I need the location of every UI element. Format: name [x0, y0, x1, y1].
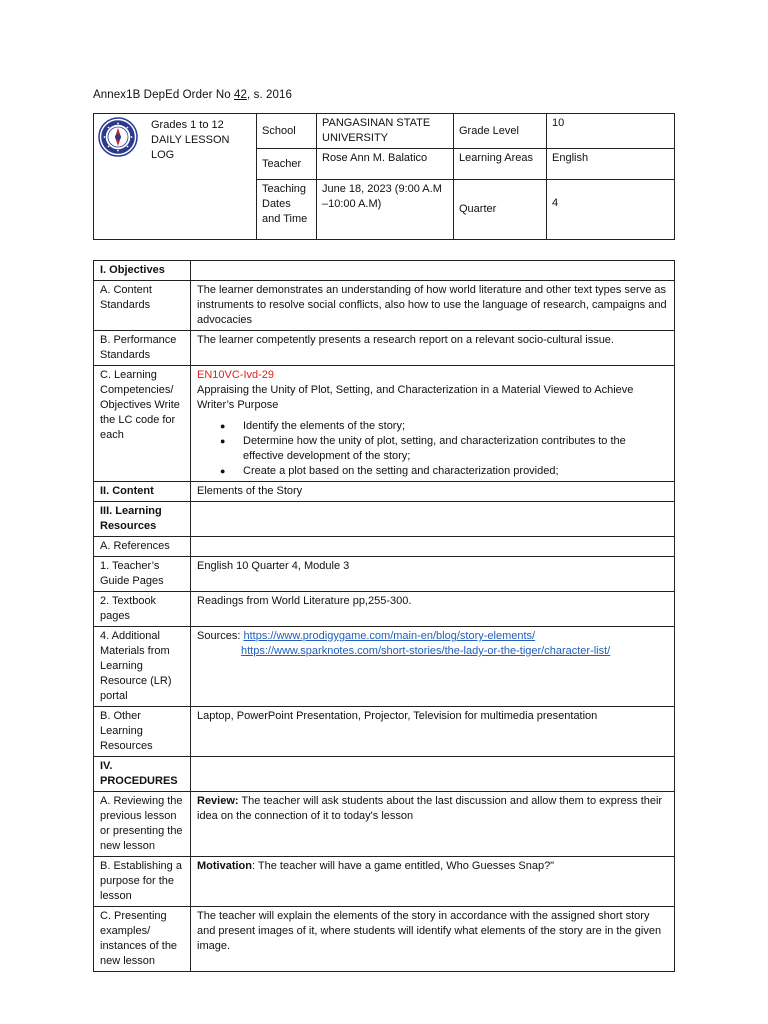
table-row — [94, 857, 675, 907]
learning-competencies-value — [191, 366, 675, 482]
objectives-list — [197, 419, 668, 479]
table-row — [94, 792, 675, 857]
teachers-guide-value: English 10 Quarter 4, Module 3 — [191, 557, 675, 592]
list-item: ● Determine how the unity of plot, setting, and characterization contributes to the effective development of the story; — [220, 435, 626, 462]
learning-areas-label: Learning Areas — [454, 149, 547, 180]
table-row — [94, 537, 675, 557]
procedures-heading: IV. PROCEDURES — [94, 757, 191, 792]
reviewing-lesson-value — [191, 792, 675, 857]
performance-standards-value: The learner competently presents a research report on a relevant socio-cultural issue. — [191, 331, 675, 366]
references-label: A. References — [94, 537, 191, 557]
table-row — [94, 592, 675, 627]
table-row — [94, 907, 675, 972]
other-resources-value: Laptop, PowerPoint Presentation, Projector, Television for multimedia presentation — [191, 707, 675, 757]
procedures-empty — [191, 757, 675, 792]
title-line-1: Grades 1 to 12 — [151, 119, 224, 131]
other-resources-label: B. Other Learning Resources — [94, 707, 191, 757]
annex-suffix: , s. 2016 — [247, 89, 293, 101]
learning-competencies-label: C. Learning Competencies/ Objectives Write the LC code for each — [94, 366, 191, 482]
annex-prefix: Annex1B DepEd Order No — [93, 89, 235, 101]
quarter-label: Quarter — [454, 180, 547, 240]
references-empty — [191, 537, 675, 557]
grade-level-value: 10 — [547, 114, 675, 149]
dll-title — [146, 114, 257, 240]
establishing-purpose-value — [191, 857, 675, 907]
content-standards-value: The learner demonstrates an understanding of how world literature and other text types serve as instruments to resolve social conflicts, also how to use the language of research, campaigns and advocacies — [191, 281, 675, 331]
table-row — [94, 482, 675, 502]
teaching-dates-value: June 18, 2023 (9:00 A.M –10:00 A.M) — [317, 180, 454, 240]
quarter-value: 4 — [547, 180, 675, 240]
table-row — [94, 707, 675, 757]
table-row — [94, 502, 675, 537]
bullet-icon: ● — [220, 421, 226, 431]
presenting-examples-value: The teacher will explain the elements of the story in accordance with the assigned short story and present images of it, where students will identify what elements of the story are in the given image. — [191, 907, 675, 972]
school-label: School — [257, 114, 317, 149]
header-table — [93, 113, 675, 240]
table-row — [94, 331, 675, 366]
teacher-value: Rose Ann M. Balatico — [317, 149, 454, 180]
textbook-pages-value: Readings from World Literature pp,255-300. — [191, 592, 675, 627]
competency-title: Appraising the Unity of Plot, Setting, and Characterization in a Material Viewed to Achieve Writer’s Purpose — [197, 384, 634, 411]
lesson-table — [93, 260, 675, 972]
sources-label: Sources: — [197, 630, 244, 642]
objectives-heading: I. Objectives — [94, 261, 191, 281]
presenting-examples-label: C. Presenting examples/ instances of the new lesson — [94, 907, 191, 972]
motivation-bold: Motivation — [197, 860, 252, 872]
school-value: PANGASINAN STATE UNIVERSITY — [317, 114, 454, 149]
content-standards-label: A. Content Standards — [94, 281, 191, 331]
lc-code: EN10VC-Ivd-29 — [197, 369, 275, 381]
content-heading: II. Content — [94, 482, 191, 502]
additional-materials-label: 4. Additional Materials from Learning Resource (LR) portal — [94, 627, 191, 707]
teachers-guide-label: 1. Teacher’s Guide Pages — [94, 557, 191, 592]
learning-areas-value: English — [547, 149, 675, 180]
title-line-3: LOG — [151, 149, 175, 161]
table-row — [94, 366, 675, 482]
content-value: Elements of the Story — [191, 482, 675, 502]
list-item: ● Create a plot based on the setting and characterization provided; — [220, 465, 559, 477]
grade-level-label: Grade Level — [454, 114, 547, 149]
textbook-pages-label: 2. Textbook pages — [94, 592, 191, 627]
teacher-label: Teacher — [257, 149, 317, 180]
performance-standards-label: B. Performance Standards — [94, 331, 191, 366]
source-link-prodigy[interactable]: https://www.prodigygame.com/main-en/blog/story-elements/ — [243, 630, 536, 642]
title-line-2: DAILY LESSON — [151, 134, 230, 146]
motivation-text: : The teacher will have a game entitled, Who Guesses Snap?" — [252, 860, 555, 872]
table-row — [94, 757, 675, 792]
establishing-purpose-label: B. Establishing a purpose for the lesson — [94, 857, 191, 907]
objectives-empty — [191, 261, 675, 281]
deped-seal-icon — [98, 117, 138, 157]
source-link-sparknotes[interactable]: https://www.sparknotes.com/short-stories/the-lady-or-the-tiger/character-list/ — [241, 645, 611, 657]
annex-order-number: 42 — [234, 89, 248, 101]
learning-resources-empty — [191, 502, 675, 537]
additional-materials-value — [191, 627, 675, 707]
review-bold: Review: — [197, 795, 239, 807]
logo-cell — [94, 114, 147, 240]
reviewing-lesson-label: A. Reviewing the previous lesson or presenting the new lesson — [94, 792, 191, 857]
teaching-dates-label: Teaching Dates and Time — [257, 180, 317, 240]
table-row — [94, 261, 675, 281]
table-row — [94, 557, 675, 592]
table-row — [94, 281, 675, 331]
bullet-icon: ● — [220, 466, 226, 476]
table-row — [94, 627, 675, 707]
learning-resources-heading: III. Learning Resources — [94, 502, 191, 537]
annex-reference — [93, 89, 292, 101]
review-text: The teacher will ask students about the last discussion and allow them to express their idea on the connection of it to today's lesson — [197, 795, 663, 822]
bullet-icon: ● — [220, 436, 226, 446]
list-item: ● Identify the elements of the story; — [220, 420, 406, 432]
